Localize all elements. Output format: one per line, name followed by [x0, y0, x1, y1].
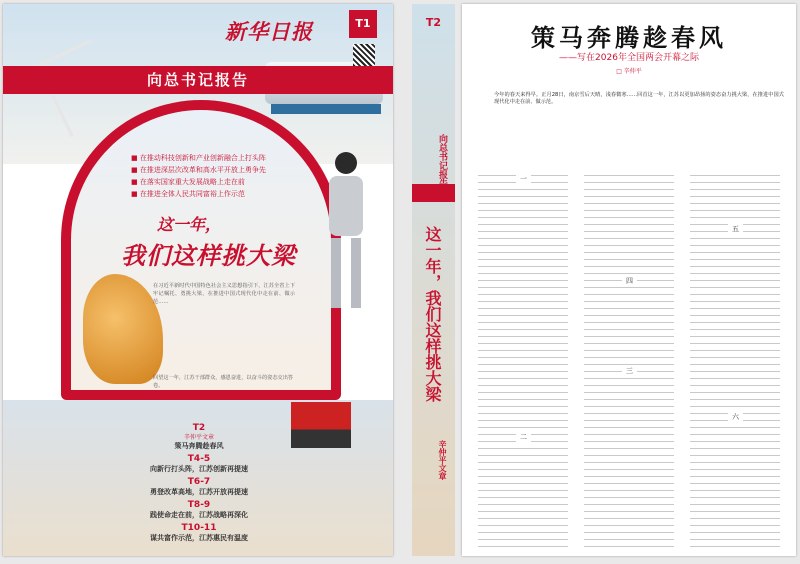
toc-item[interactable] — [139, 523, 259, 543]
toc-page: T6-7 — [187, 477, 211, 487]
text-column — [478, 172, 568, 548]
article-page — [462, 4, 796, 556]
bullet-item: ■ 在推进深层次改革和高水平开放上勇争先 — [131, 164, 321, 176]
toc-page: T2 — [192, 423, 206, 433]
report-title: 向总书记报告 — [146, 71, 249, 89]
toc-item[interactable] — [139, 423, 259, 451]
article-lead: 今年的春天来得早。正月28日，南京雪后天晴，浅春微寒……回首这一年，江苏以更加昂扬的姿态奋力挑大梁，在推进中国式现代化中走在前、做示范。 — [494, 92, 784, 105]
front-page — [3, 4, 393, 556]
toc-page: T4-5 — [187, 454, 211, 464]
toc-item[interactable] — [139, 454, 259, 474]
toc-title: 谋共富作示范，江苏惠民有温度 — [150, 534, 248, 542]
article-headline: 策马奔腾趁春风 — [531, 23, 727, 52]
slogan-line2: 我们这样挑大梁 — [121, 241, 296, 270]
slogan-line1: 这一年， — [157, 215, 222, 234]
toc-page: T8-9 — [187, 500, 211, 510]
fold-title: 向总书记报告 — [437, 134, 447, 188]
toc-item[interactable] — [139, 500, 259, 520]
section-number: 三 — [622, 366, 637, 376]
issue-number: T1 — [349, 10, 377, 38]
article-byline: □ 辛仲平 — [616, 68, 642, 75]
section-number: 二 — [516, 432, 531, 442]
toc-title: 践使命走在前，江苏战略再深化 — [150, 511, 248, 519]
intro-text-2: 回望这一年，江苏干部群众，感恩奋进，以奋斗的姿态交出答卷。 — [153, 375, 294, 389]
toc-sub: 辛仲平文章 — [183, 434, 214, 441]
table-of-contents — [139, 420, 259, 543]
toc-item[interactable] — [139, 477, 259, 497]
fold-issue-number: T2 — [425, 16, 442, 29]
section-number: 四 — [622, 276, 637, 286]
intro-text: 在习近平新时代中国特色社会主义思想指引下，江苏全省上下牢记嘱托、勇挑大梁，在推进中国式现代化中走在前、做示范…… — [153, 283, 295, 305]
toc-title: 勇登改革高地，江苏开放再提速 — [150, 488, 248, 496]
headline-bullets — [131, 152, 321, 200]
section-number: 一 — [516, 174, 531, 184]
toc-title: 策马奔腾趁春风 — [174, 442, 224, 450]
section-number: 五 — [728, 224, 743, 234]
fold-strip — [412, 4, 455, 556]
bullet-item: ■ 在推进全体人民共同富裕上作示范 — [131, 188, 321, 200]
robot-illustration — [319, 152, 373, 312]
bullet-item: ■ 在推动科技创新和产业创新融合上打头阵 — [131, 152, 321, 164]
text-column — [584, 172, 674, 548]
section-number: 六 — [728, 412, 743, 422]
bullet-item: ■ 在落实国家重大发展战略上走在前 — [131, 176, 321, 188]
toc-title: 向新行打头阵，江苏创新再提速 — [150, 465, 248, 473]
qr-code-icon — [353, 44, 375, 66]
fold-slogan: 这一年，我们这样挑大梁 — [423, 226, 442, 402]
article-subhead: ——写在2026年全国两会开幕之际 — [559, 53, 699, 63]
train-illustration — [291, 402, 351, 448]
fold-sub: 辛仲平文章 — [438, 440, 448, 480]
toc-page: T10-11 — [181, 523, 217, 533]
masthead: 新华日报 — [225, 19, 313, 44]
